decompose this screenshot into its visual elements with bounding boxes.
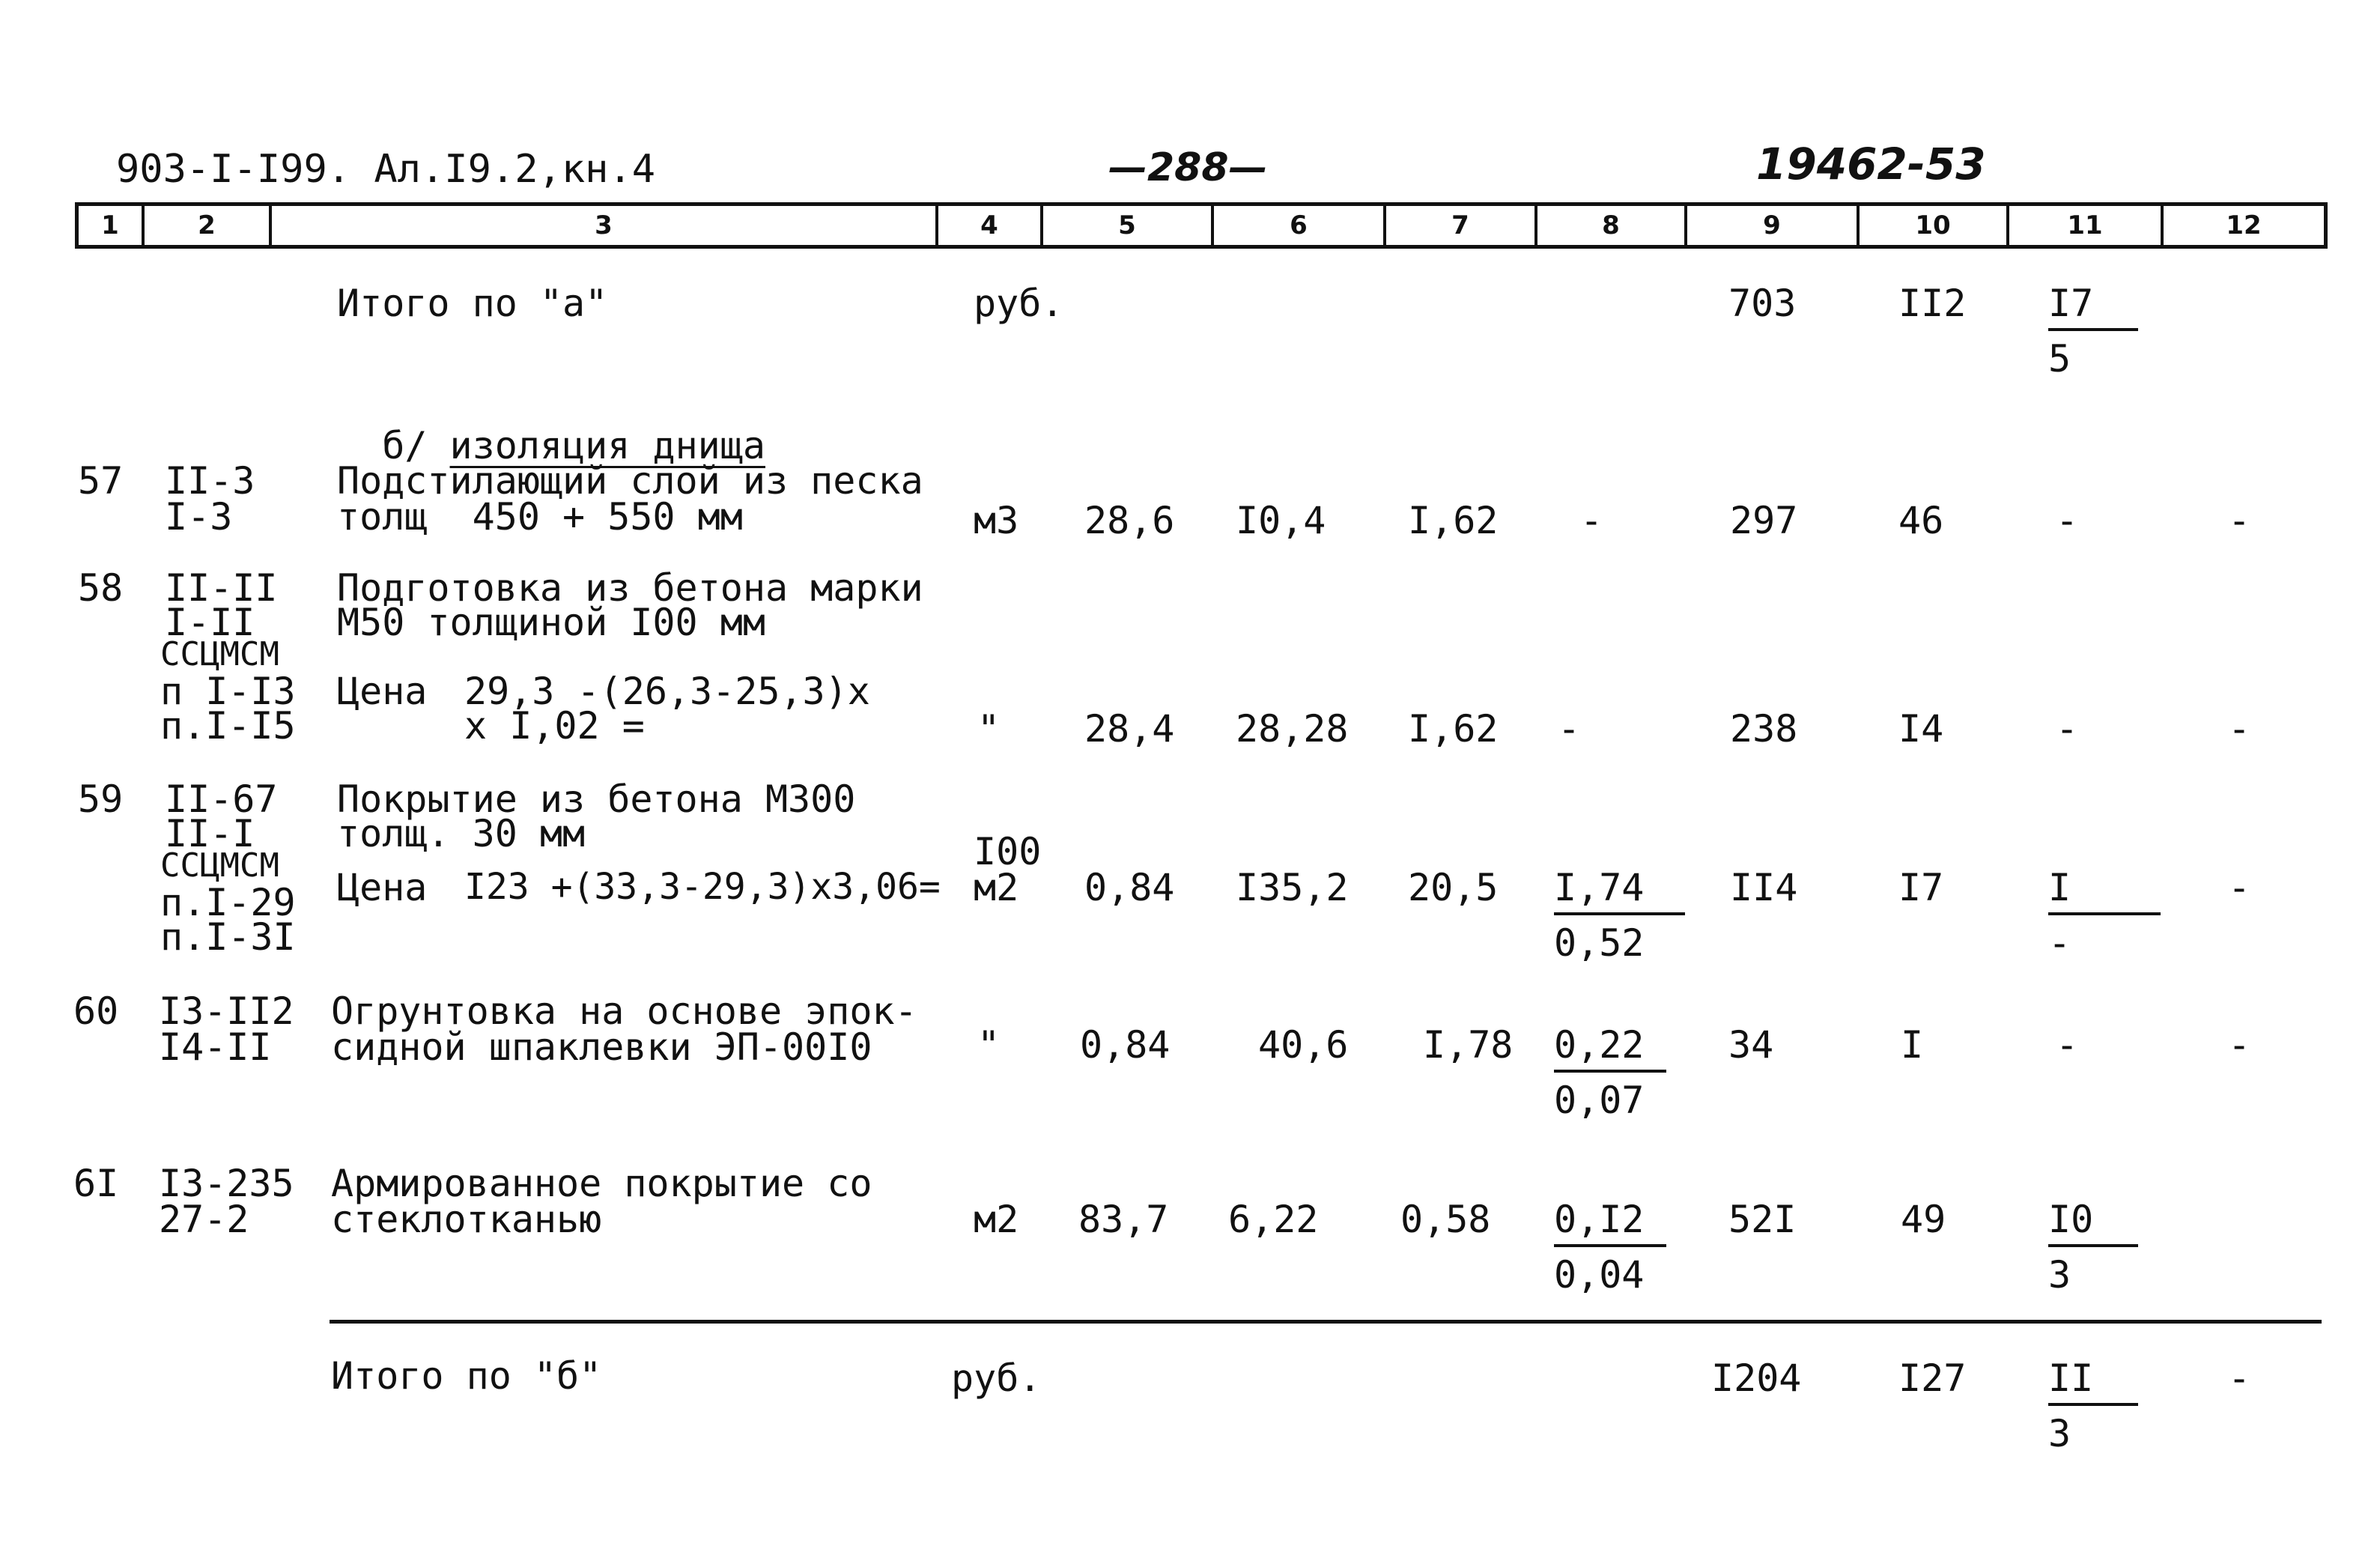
row-unit: I00 <box>974 830 1042 873</box>
fraction-numerator: 0,22 <box>1554 1026 1666 1073</box>
row-number: 6I <box>73 1162 119 1205</box>
row-col12: - <box>2228 707 2251 751</box>
row-col12: - <box>2228 499 2251 542</box>
row-col11-fraction <box>2048 1198 2138 1297</box>
fraction-numerator: II <box>2048 1359 2138 1406</box>
row-description: Огрунтовка на основе эпок- <box>331 989 917 1033</box>
row-code: п.I-29 <box>160 881 296 924</box>
row-number: 58 <box>78 566 124 610</box>
column-header: 6 <box>1214 206 1386 245</box>
totals-b-unit: руб. <box>951 1356 1042 1400</box>
totals-a-col10: II2 <box>1898 282 1967 325</box>
row-col11-fraction <box>2048 866 2161 965</box>
totals-b-col11-fraction <box>2048 1356 2138 1455</box>
row-code: п.I-I5 <box>160 704 296 748</box>
row-unit: м2 <box>974 866 1019 909</box>
row-code: I-II <box>165 601 255 644</box>
row-col8-fraction <box>1554 866 1685 965</box>
row-unit: м2 <box>974 1198 1019 1241</box>
column-header: 3 <box>272 206 938 245</box>
row-col10: 46 <box>1898 499 1944 542</box>
row-col6: 40,6 <box>1258 1023 1349 1067</box>
row-code: п.I-3I <box>160 915 296 959</box>
row-col10: I7 <box>1898 866 1944 909</box>
row-col8: - <box>1580 499 1603 542</box>
row-code: 27-2 <box>159 1198 249 1241</box>
row-col10: I4 <box>1898 707 1944 751</box>
row-col11: - <box>2056 1023 2079 1067</box>
fraction-numerator: 0,I2 <box>1554 1201 1666 1247</box>
row-col11: - <box>2056 707 2079 751</box>
column-header: 1 <box>79 206 145 245</box>
column-header: 10 <box>1860 206 2009 245</box>
row-number: 59 <box>78 777 124 821</box>
row-description: толщ. 30 мм <box>337 812 586 855</box>
row-description: Подготовка из бетона марки <box>337 566 923 610</box>
section-b-heading <box>337 389 765 467</box>
row-col8: - <box>1558 707 1581 751</box>
row-col10: I <box>1901 1023 1924 1067</box>
row-col5: 0,84 <box>1084 866 1175 909</box>
price-formula: I23 +(33,3-29,3)х3,06= <box>464 866 941 908</box>
totals-a-col11-fraction <box>2048 282 2138 381</box>
column-header-row <box>75 202 2328 249</box>
fraction-numerator: I <box>2048 869 2161 915</box>
row-col6: 6,22 <box>1228 1198 1319 1241</box>
fraction-denominator: 0,52 <box>1554 921 1645 965</box>
totals-b-col10: I27 <box>1898 1356 1967 1400</box>
row-unit: " <box>977 1023 1001 1067</box>
row-col7: I,62 <box>1408 499 1499 542</box>
page-number: —288— <box>1108 145 1268 190</box>
row-number: 60 <box>73 989 119 1033</box>
row-code: I-3 <box>165 495 233 539</box>
column-header: 8 <box>1537 206 1687 245</box>
row-description: толщ 450 + 550 мм <box>337 495 743 539</box>
row-description: стеклотканью <box>331 1198 602 1241</box>
row-col6: 28,28 <box>1236 707 1349 751</box>
column-header: 7 <box>1386 206 1537 245</box>
price-formula: 29,3 -(26,3-25,3)х <box>464 670 870 713</box>
row-col12: - <box>2228 1023 2251 1067</box>
totals-b-col12: - <box>2228 1356 2251 1400</box>
column-header: 5 <box>1043 206 1214 245</box>
row-col10: 49 <box>1901 1198 1946 1241</box>
column-header: 9 <box>1687 206 1860 245</box>
section-b-prefix: б/ <box>382 424 428 467</box>
row-col9: II4 <box>1730 866 1798 909</box>
row-code: ССЦМСМ <box>160 846 279 885</box>
fraction-numerator: I,74 <box>1554 869 1685 915</box>
row-code: II-67 <box>165 777 278 821</box>
row-col5: 28,6 <box>1084 499 1175 542</box>
totals-a-unit: руб. <box>974 282 1064 325</box>
row-col6: I0,4 <box>1236 499 1326 542</box>
fraction-numerator: I7 <box>2048 285 2138 331</box>
row-code: II-II <box>165 566 278 610</box>
row-description: сидной шпаклевки ЭП-00I0 <box>331 1025 872 1069</box>
document-reference: 903-I-I99. Ал.I9.2,кн.4 <box>116 147 656 192</box>
row-unit: м3 <box>974 499 1019 542</box>
row-code: I3-235 <box>159 1162 294 1205</box>
row-col11: - <box>2056 499 2079 542</box>
row-col8-fraction <box>1554 1198 1666 1297</box>
column-header: 2 <box>145 206 272 245</box>
fraction-denominator: - <box>2048 921 2071 965</box>
row-description: Армированное покрытие со <box>331 1162 872 1205</box>
row-description: Покрытие из бетона М300 <box>337 777 856 821</box>
row-col7: I,78 <box>1423 1023 1514 1067</box>
row-col8-fraction <box>1554 1023 1666 1122</box>
row-col7: 20,5 <box>1408 866 1499 909</box>
totals-a-col9: 703 <box>1728 282 1797 325</box>
row-unit: " <box>977 707 1001 751</box>
totals-b-label: Итого по "б" <box>331 1354 602 1398</box>
fraction-denominator: 0,07 <box>1554 1079 1645 1122</box>
fraction-denominator: 5 <box>2048 337 2071 381</box>
row-code: ССЦМСМ <box>160 635 279 673</box>
row-description: Подстилающий слой из песка <box>337 459 923 503</box>
row-col12: - <box>2228 866 2251 909</box>
row-col5: 0,84 <box>1080 1023 1171 1067</box>
column-header: 11 <box>2009 206 2164 245</box>
row-col7: I,62 <box>1408 707 1499 751</box>
totals-a-label: Итого по "а" <box>337 282 608 325</box>
section-b-title: изоляция днища <box>449 424 765 467</box>
stamp-number: 19462-53 <box>1756 139 1986 190</box>
row-col7: 0,58 <box>1400 1198 1491 1241</box>
row-col5: 28,4 <box>1084 707 1175 751</box>
price-label: Цена <box>337 670 428 713</box>
fraction-denominator: 0,04 <box>1554 1253 1645 1297</box>
fraction-denominator: 3 <box>2048 1253 2071 1297</box>
fraction-numerator: I0 <box>2048 1201 2138 1247</box>
price-formula: х I,02 = <box>464 704 645 748</box>
column-header: 4 <box>938 206 1043 245</box>
row-code: п I-I3 <box>160 670 296 713</box>
row-col9: 34 <box>1728 1023 1774 1067</box>
row-code: I4-II <box>159 1025 272 1069</box>
totals-b-col9: I204 <box>1711 1356 1802 1400</box>
price-label: Цена <box>337 866 428 909</box>
row-number: 57 <box>78 459 124 503</box>
section-separator-line <box>330 1320 2322 1324</box>
row-col9: 238 <box>1730 707 1798 751</box>
row-col9: 297 <box>1730 499 1798 542</box>
row-col9: 52I <box>1728 1198 1797 1241</box>
row-code: I3-II2 <box>159 989 294 1033</box>
row-code: II-I <box>165 812 255 855</box>
column-header: 12 <box>2226 210 2262 240</box>
row-code: II-3 <box>165 459 255 503</box>
row-col6: I35,2 <box>1236 866 1349 909</box>
row-description: М50 толщиной I00 мм <box>337 601 765 644</box>
fraction-denominator: 3 <box>2048 1412 2071 1455</box>
row-col5: 83,7 <box>1078 1198 1169 1241</box>
